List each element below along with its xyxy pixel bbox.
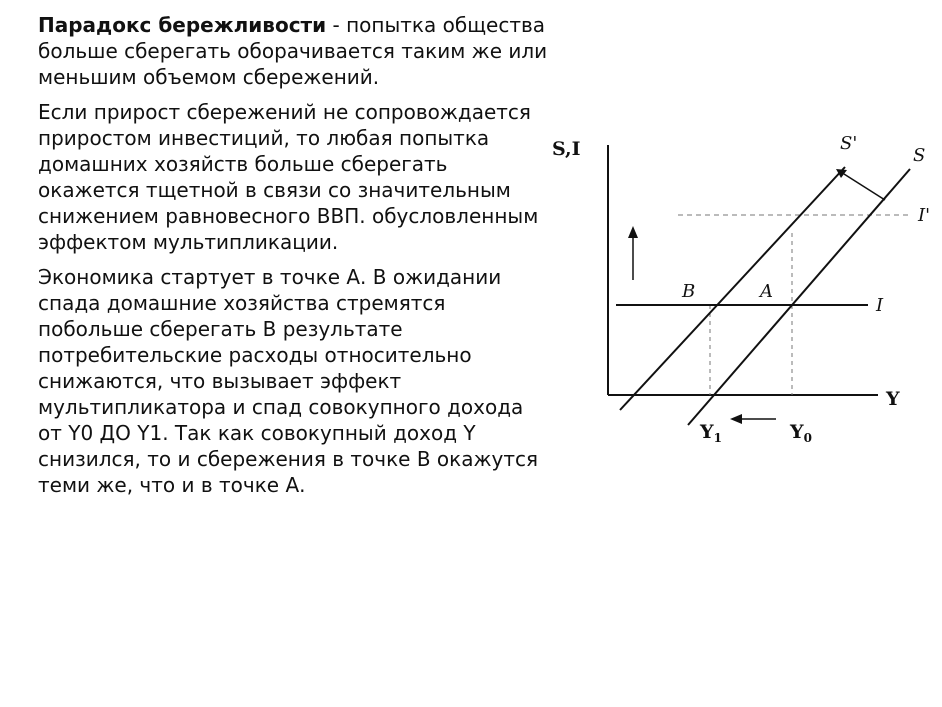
label-y1: $Y_1$ xyxy=(700,421,722,445)
paragraph-explanation: Если прирост сбережений не сопровождается приростом инвестиций, то любая попытка домашних хозяйств больше сберегать окажется тщетной в связи со значительным снижением равновесного ВВП. обусловленным эффектом мультипликации. xyxy=(38,100,539,254)
y-axis-label: S,I xyxy=(552,138,581,160)
label-y0: $Y_0$ xyxy=(790,421,812,445)
term-title: Парадокс бережливости xyxy=(38,13,327,37)
label-point-b: B xyxy=(682,281,696,302)
definition-text: - попытка общества больше сберегать оборачивается таким же или меньшим объемом сбережений. xyxy=(38,13,548,89)
paragraph-definition xyxy=(38,12,548,90)
up-arrow-head xyxy=(628,226,638,238)
paragraph-example: Экономика стартует в точке А. В ожидании спада домашние хозяйства стремятся побольше сберегать В результате потребительские расходы относительно снижаются, что вызывает эффект мультипликатора и спад совокупного дохода от Y0 ДО Y1. Так как совокупный доход Y снизился, то и сбережения в точке В окажутся теми же, что и в точке А. xyxy=(38,265,539,497)
paradox-of-thrift-diagram xyxy=(550,125,940,465)
left-arrow-head xyxy=(730,414,742,424)
label-i: I xyxy=(876,295,884,316)
shift-arrow-line xyxy=(844,174,885,200)
label-i-prime: I' xyxy=(918,205,931,226)
label-point-a: A xyxy=(760,281,773,302)
x-axis-label: Y xyxy=(886,388,900,410)
label-s-prime: S' xyxy=(840,133,858,154)
label-s: S xyxy=(913,145,926,166)
text-block xyxy=(38,12,548,507)
